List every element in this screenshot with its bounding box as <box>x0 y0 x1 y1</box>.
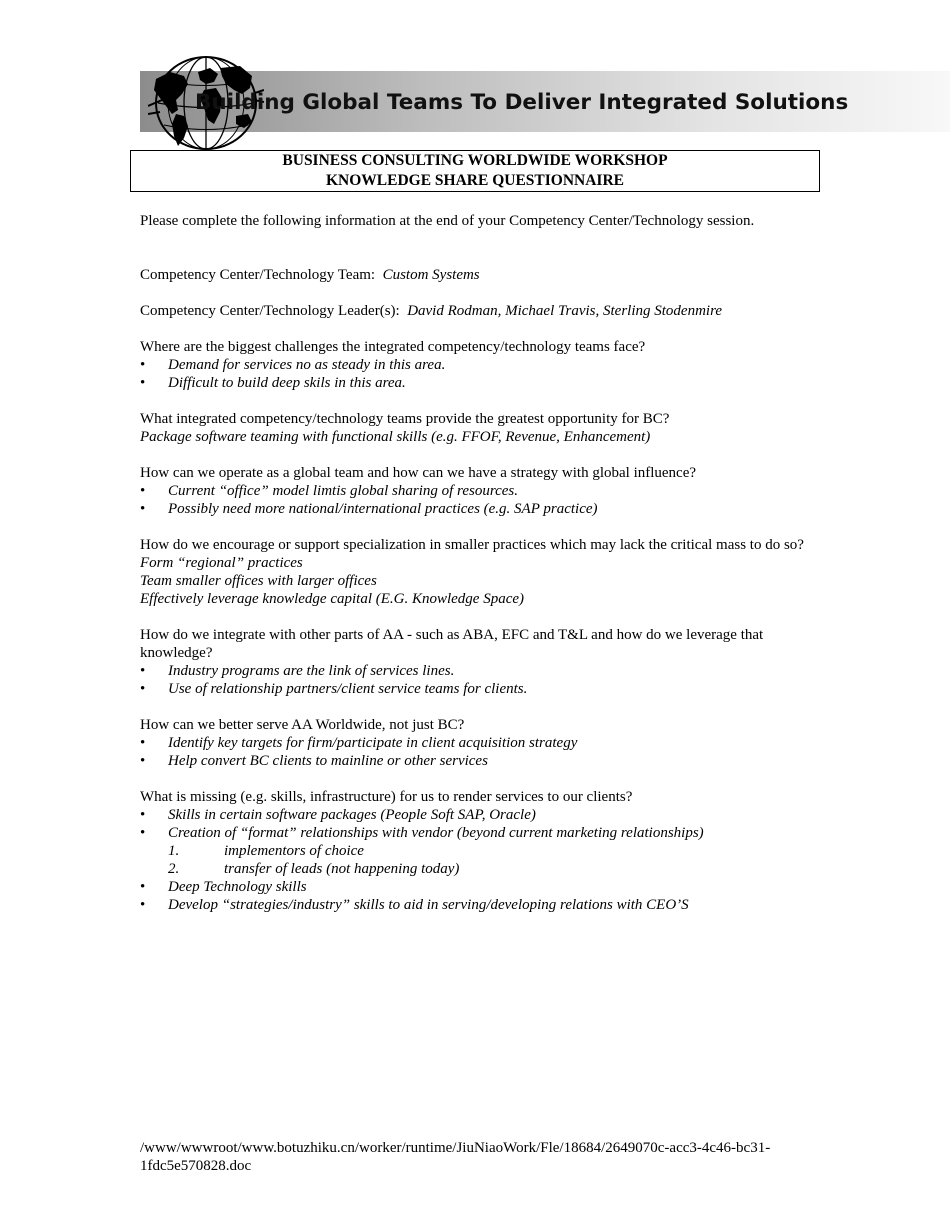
title-line-1: BUSINESS CONSULTING WORLDWIDE WORKSHOP <box>282 152 668 169</box>
banner-title: Building Global Teams To Deliver Integrated Solutions <box>195 90 849 115</box>
item-text: transfer of leads (not happening today) <box>224 861 460 877</box>
list-item: • Help convert BC clients to mainline or other services <box>140 752 805 770</box>
leaders-line <box>140 302 805 320</box>
intro-text: Please complete the following information at the end of your Competency Center/Technology session. <box>140 213 755 229</box>
list-item: • Use of relationship partners/client service teams for clients. <box>140 680 805 698</box>
list-item: • Creation of “format” relationships with vendor (beyond current marketing relationships) <box>140 824 805 842</box>
question-2: What integrated competency/technology teams provide the greatest opportunity for BC? <box>140 411 670 427</box>
list-item: • Identify key targets for firm/participate in client acquisition strategy <box>140 734 805 752</box>
team-value: Custom Systems <box>382 267 480 283</box>
team-label: Competency Center/Technology Team: <box>140 267 376 283</box>
document-title-box <box>130 150 820 192</box>
list-item: • Demand for services no as steady in this area. <box>140 356 805 374</box>
numbered-item <box>140 842 805 860</box>
leaders-value: David Rodman, Michael Travis, Sterling Stodenmire <box>407 303 723 319</box>
list-item: • Difficult to build deep skils in this area. <box>140 374 805 392</box>
answer-list-6 <box>140 734 805 770</box>
question-5: How do we integrate with other parts of AA - such as ABA, EFC and T&L and how do we leverage that knowledge? <box>140 627 764 661</box>
item-number: 2. <box>168 861 180 877</box>
answer-2: Package software teaming with functional skills (e.g. FFOF, Revenue, Enhancement) <box>140 429 651 445</box>
answer-list-3 <box>140 482 805 518</box>
team-line <box>140 266 805 284</box>
list-item: • Skills in certain software packages (People Soft SAP, Oracle) <box>140 806 805 824</box>
list-item: • Possibly need more national/international practices (e.g. SAP practice) <box>140 500 805 518</box>
answer-4-line-1: Form “regional” practices <box>140 555 303 571</box>
question-3: How can we operate as a global team and how can we have a strategy with global influence? <box>140 465 697 481</box>
question-6: How can we better serve AA Worldwide, not just BC? <box>140 717 465 733</box>
numbered-item <box>140 860 805 878</box>
list-item: • Develop “strategies/industry” skills to aid in serving/developing relations with CEO’S <box>140 896 805 914</box>
answer-list-5 <box>140 662 805 698</box>
answer-list-7 <box>140 806 805 842</box>
question-4: How do we encourage or support specialization in smaller practices which may lack the critical mass to do so? <box>140 537 804 553</box>
answer-4-line-3: Effectively leverage knowledge capital (E.G. Knowledge Space) <box>140 591 525 607</box>
question-1: Where are the biggest challenges the integrated competency/technology teams face? <box>140 339 646 355</box>
leaders-label: Competency Center/Technology Leader(s): <box>140 303 400 319</box>
footer-file-path: /www/wwwroot/www.botuzhiku.cn/worker/runtime/JiuNiaoWork/Fle/18684/2649070c-acc3-4c46-bc31-1fdc5e570828.doc <box>140 1140 771 1174</box>
list-item: • Current “office” model limtis global sharing of resources. <box>140 482 805 500</box>
list-item: • Deep Technology skills <box>140 878 805 896</box>
list-item: • Industry programs are the link of services lines. <box>140 662 805 680</box>
question-7: What is missing (e.g. skills, infrastructure) for us to render services to our clients? <box>140 789 633 805</box>
answer-list-1 <box>140 356 805 392</box>
answer-4-line-2: Team smaller offices with larger offices <box>140 573 377 589</box>
item-number: 1. <box>168 843 180 859</box>
title-line-2: KNOWLEDGE SHARE QUESTIONNAIRE <box>325 172 624 189</box>
questionnaire-body <box>140 212 805 914</box>
answer-list-7b <box>140 878 805 914</box>
item-text: implementors of choice <box>224 843 364 859</box>
